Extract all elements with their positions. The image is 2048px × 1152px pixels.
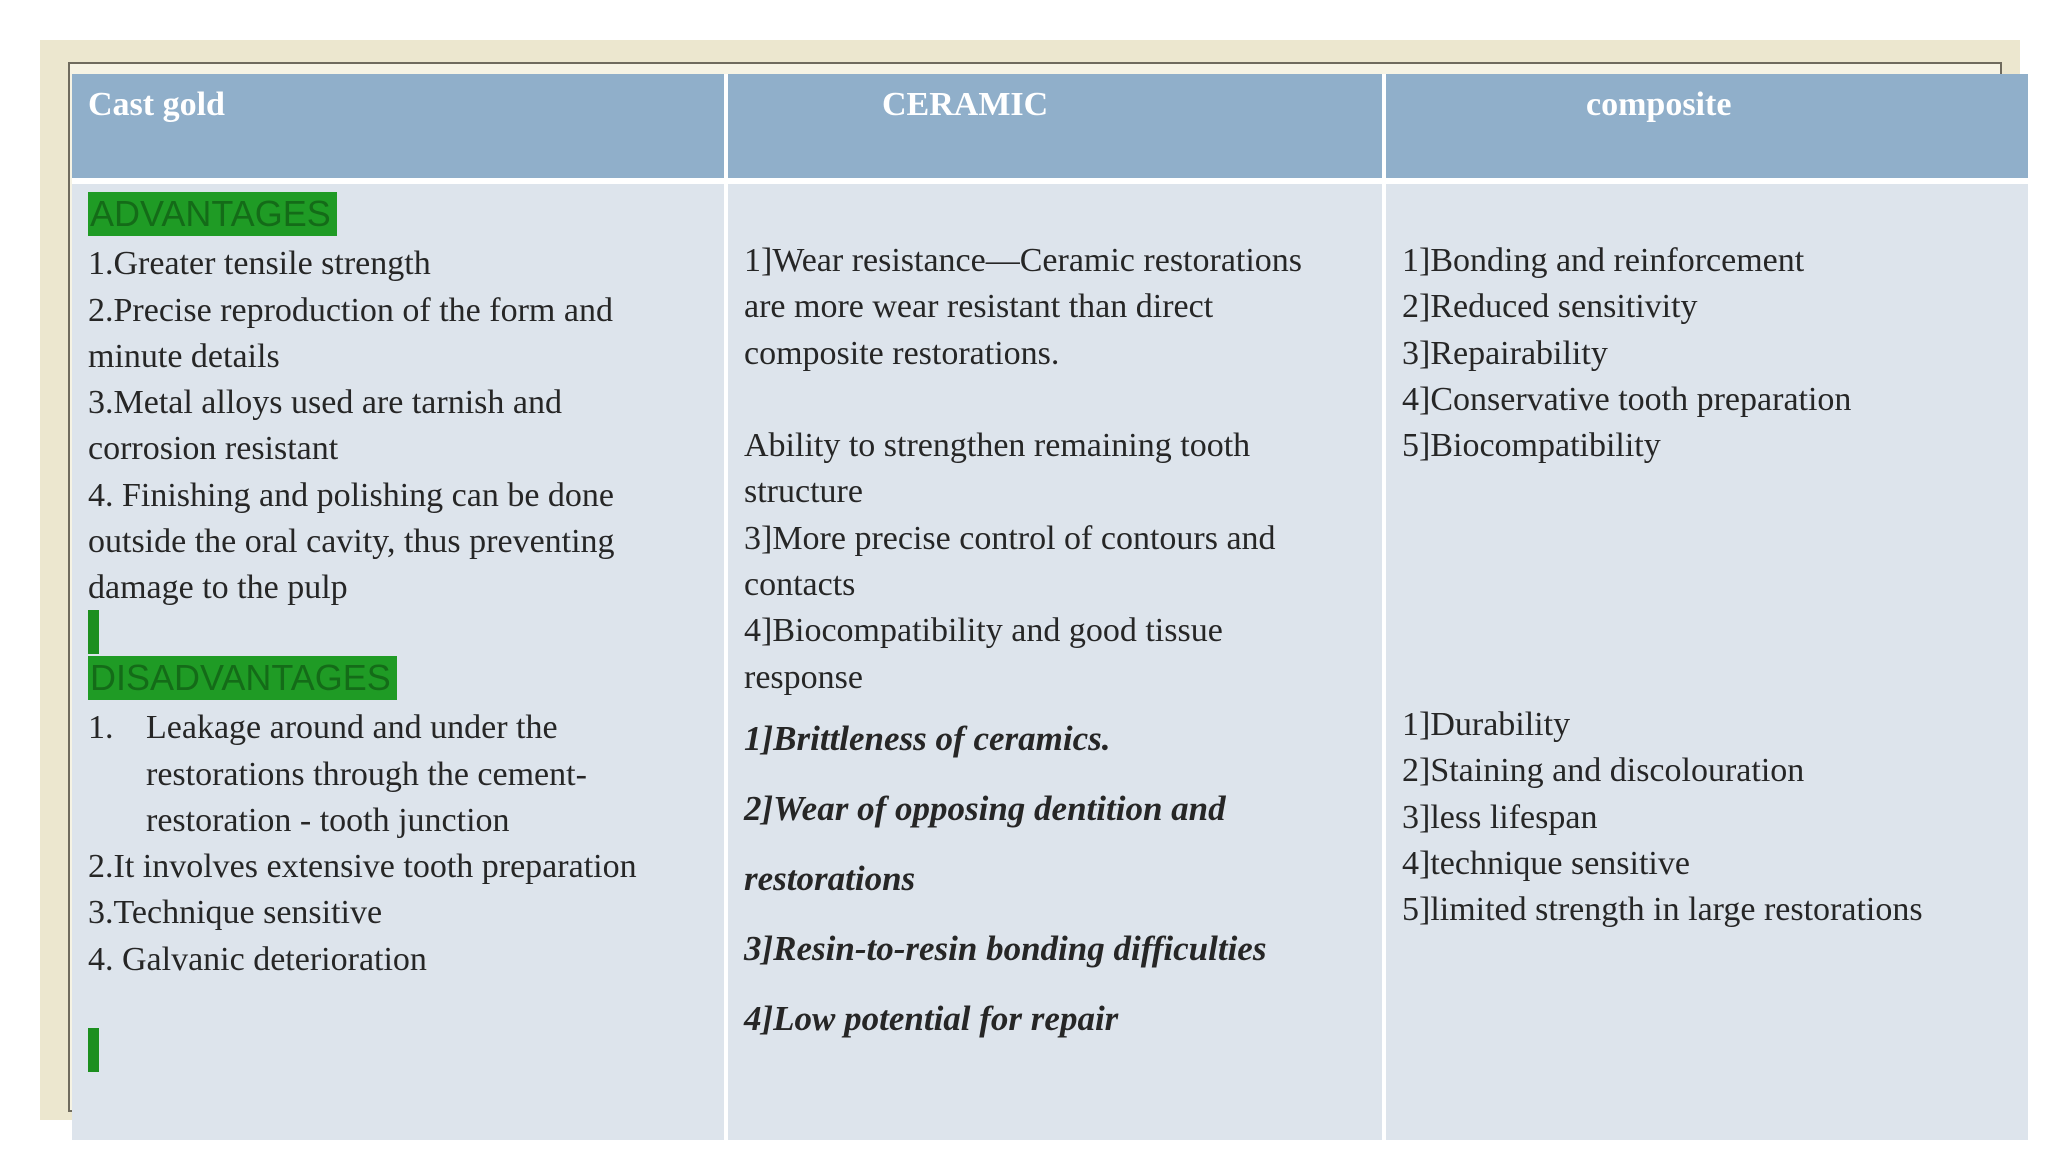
list-item: minute details [88, 337, 280, 375]
ceramic-advantages-list [744, 238, 1302, 701]
list-item: 3]Repairability [1402, 334, 1608, 372]
list-item [744, 377, 1302, 423]
list-item-continuation: restorations through the cement- [146, 755, 587, 793]
list-item: 4]technique sensitive [1402, 844, 1690, 882]
green-marker [88, 1028, 99, 1072]
advantages-label: ADVANTAGES [88, 192, 337, 236]
disadvantages-label: DISADVANTAGES [88, 656, 397, 700]
list-item: restorations [744, 859, 916, 898]
comparison-table [72, 74, 2028, 1140]
list-item: 3]Resin-to-resin bonding difficulties [744, 929, 1267, 968]
list-item: 4]Low potential for repair [744, 999, 1119, 1038]
list-item: 5]limited strength in large restorations [1402, 891, 1923, 929]
cast-gold-disadvantages [88, 656, 637, 983]
column-cast-gold [72, 74, 724, 1140]
list-item-continuation: restoration - tooth junction [146, 801, 510, 839]
cast-gold-advantages-list [88, 241, 615, 611]
list-item: 3]More precise control of contours and [744, 519, 1276, 557]
list-item: 3.Metal alloys used are tarnish and [88, 384, 562, 422]
list-item: 3]less lifespan [1402, 798, 1598, 836]
list-item: 3.Technique sensitive [88, 894, 383, 932]
list-item: 4. Galvanic deterioration [88, 940, 427, 978]
list-item: 2.It involves extensive tooth preparation [88, 848, 637, 886]
list-item: outside the oral cavity, thus preventing [88, 523, 615, 561]
list-item: 2]Wear of opposing dentition and [744, 789, 1226, 828]
list-item: 2.Precise reproduction of the form and [88, 291, 613, 329]
list-item: corrosion resistant [88, 430, 339, 468]
list-item: 4. Finishing and polishing can be done [88, 476, 615, 514]
header-cast-gold [72, 74, 724, 178]
header-ceramic-label: CERAMIC [882, 86, 1049, 123]
list-item: response [744, 658, 863, 696]
list-item: 1]Brittleness of ceramics. [744, 719, 1111, 758]
list-item: 1. Leakage around and under the [88, 709, 558, 747]
column-ceramic [728, 74, 1382, 1140]
list-item: structure [744, 473, 863, 511]
header-composite [1386, 74, 2028, 178]
ceramic-disadvantages-list [744, 704, 1266, 1054]
list-item: 2]Staining and discolouration [1402, 752, 1805, 790]
list-item: damage to the pulp [88, 569, 348, 607]
cast-gold-content [88, 192, 615, 612]
header-cast-gold-label: Cast gold [88, 86, 225, 123]
list-item: 1]Durability [1402, 706, 1571, 743]
list-item: contacts [744, 566, 856, 604]
list-item: 5]Biocompatibility [1402, 427, 1661, 465]
list-item: 1]Bonding and reinforcement [1402, 242, 1805, 279]
list-item: 1]Wear resistance—Ceramic restorations [744, 242, 1303, 279]
composite-disadvantages-list [1402, 702, 1923, 933]
green-marker [88, 610, 99, 654]
list-item: are more wear resistant than direct [744, 288, 1214, 326]
list-item: Ability to strengthen remaining tooth [744, 427, 1251, 465]
list-item: 1.Greater tensile strength [88, 245, 431, 283]
column-composite [1386, 74, 2028, 1140]
header-ceramic [728, 74, 1382, 178]
composite-advantages-list [1402, 238, 1851, 469]
list-item: 4]Conservative tooth preparation [1402, 380, 1852, 418]
list-item: 2]Reduced sensitivity [1402, 288, 1698, 326]
header-composite-label: composite [1586, 86, 1732, 123]
list-item: composite restorations. [744, 334, 1060, 372]
list-item: 4]Biocompatibility and good tissue [744, 612, 1223, 650]
cast-gold-disadvantages-list [88, 705, 637, 983]
